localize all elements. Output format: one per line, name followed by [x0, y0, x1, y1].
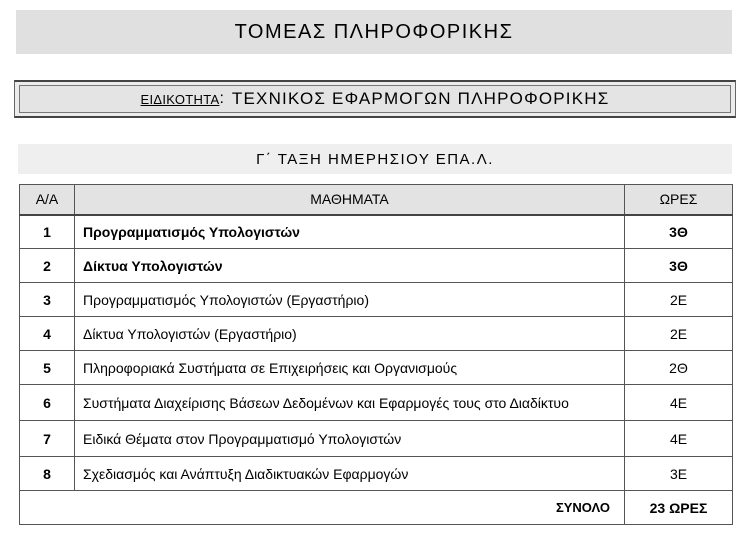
row-hours: 3Ε	[625, 457, 733, 491]
table-row	[20, 215, 733, 249]
row-hours: 2Θ	[625, 351, 733, 385]
column-header-hours: ΩΡΕΣ	[625, 185, 733, 215]
table-row	[20, 351, 733, 385]
table-row	[20, 457, 733, 491]
row-num: 3	[20, 283, 75, 317]
row-course: Ειδικά Θέματα στον Προγραμματισμό Υπολογιστών	[75, 421, 625, 457]
row-num: 4	[20, 317, 75, 351]
row-course: Συστήματα Διαχείρισης Βάσεων Δεδομένων και Εφαρμογές τους στο Διαδίκτυο	[75, 385, 625, 421]
total-label: ΣΥΝΟΛΟ	[20, 491, 625, 525]
row-num: 7	[20, 421, 75, 457]
row-num: 2	[20, 249, 75, 283]
department-title: ΤΟΜΕΑΣ ΠΛΗΡΟΦΟΡΙΚΗΣ	[16, 10, 732, 54]
row-num: 1	[20, 215, 75, 249]
row-num: 8	[20, 457, 75, 491]
column-header-num: Α/Α	[20, 185, 75, 215]
row-course: Πληροφοριακά Συστήματα σε Επιχειρήσεις και Οργανισμούς	[75, 351, 625, 385]
table-row	[20, 249, 733, 283]
column-header-course: ΜΑΘΗΜΑΤΑ	[75, 185, 625, 215]
total-row	[20, 491, 733, 525]
row-course: Προγραμματισμός Υπολογιστών (Εργαστήριο)	[75, 283, 625, 317]
row-course: Σχεδιασμός και Ανάπτυξη Διαδικτυακών Εφαρμογών	[75, 457, 625, 491]
row-hours: 4Ε	[625, 421, 733, 457]
specialty-value: ΤΕΧΝΙΚΟΣ ΕΦΑΡΜΟΓΩΝ ΠΛΗΡΟΦΟΡΙΚΗΣ	[231, 89, 610, 108]
total-value: 23 ΩΡΕΣ	[625, 491, 733, 525]
row-num: 6	[20, 385, 75, 421]
specialty-box	[14, 80, 736, 118]
row-hours: 2Ε	[625, 283, 733, 317]
row-hours: 3Θ	[625, 249, 733, 283]
specialty-colon: :	[219, 90, 224, 107]
row-course: Δίκτυα Υπολογιστών	[75, 249, 625, 283]
row-course: Δίκτυα Υπολογιστών (Εργαστήριο)	[75, 317, 625, 351]
table-header-row	[20, 185, 733, 215]
class-title: Γ΄ ΤΑΞΗ ΗΜΕΡΗΣΙΟΥ ΕΠΑ.Λ.	[18, 144, 732, 174]
row-hours: 2Ε	[625, 317, 733, 351]
row-course: Προγραμματισμός Υπολογιστών	[75, 215, 625, 249]
table-row	[20, 317, 733, 351]
table-row	[20, 421, 733, 457]
table-row	[20, 385, 733, 421]
courses-table	[19, 184, 733, 525]
row-hours: 3Θ	[625, 215, 733, 249]
specialty-label: ΕΙΔΙΚΟΤΗΤΑ	[140, 91, 220, 107]
specialty-inner	[19, 85, 731, 113]
table-row	[20, 283, 733, 317]
row-hours: 4Ε	[625, 385, 733, 421]
row-num: 5	[20, 351, 75, 385]
